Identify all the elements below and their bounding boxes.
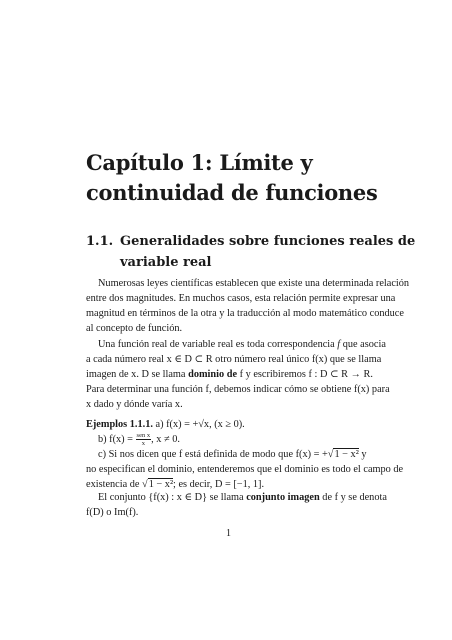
example-c: c) Si nos dicen que f está definida de modo que f(x) = +√1 − x² y (98, 449, 367, 461)
text-span: imagen de x. D se llama (86, 369, 189, 380)
text-span: f y escribiremos f : D ⊂ R → R. (237, 369, 373, 380)
text-span: El conjunto {f(x) : x ∈ D} se llama (98, 492, 247, 503)
text-span: existencia de (86, 479, 143, 491)
text-span: a) f(x) = +√x, (x ≥ 0). (152, 419, 245, 430)
example-b (86, 432, 386, 447)
text-span: que asocia (340, 339, 386, 350)
sqrt-expression: 1 − x² (148, 479, 174, 491)
text-span: de f y se denota (319, 492, 387, 503)
text-span: c) Si nos dicen que f está definida de modo que f(x) = + (98, 449, 328, 461)
text-span: b) f(x) = (98, 434, 136, 445)
fraction-numerator: sen x (136, 432, 151, 440)
paragraph-line: no especifican el dominio, entenderemos que el dominio es todo el campo de (86, 464, 404, 476)
paragraph-line (86, 490, 386, 505)
text-span: Una función real de variable real es toda correspondencia (98, 339, 338, 350)
fraction (136, 432, 152, 447)
paragraph-line: f(D) o Im(f). (86, 507, 139, 518)
paragraph-line (86, 367, 386, 382)
section-number: 1.1. (86, 234, 114, 249)
paragraph-line: existencia de √1 − x²; es decir, D = [−1, 1]. (86, 479, 265, 491)
chapter-title (86, 148, 416, 208)
examples-block (86, 417, 404, 492)
fraction-denominator: x (141, 440, 145, 448)
paragraph-image-set (86, 490, 386, 520)
term-dominio: dominio de (188, 369, 238, 380)
section-title (120, 231, 416, 273)
term-conjunto-imagen: conjunto imagen (246, 492, 320, 503)
section-title-line-1: Generalidades sobre funciones reales de (120, 234, 416, 249)
text-span: , x ≠ 0. (151, 434, 180, 445)
text-span: ; es decir, D = [−1, 1]. (173, 479, 265, 491)
paragraph-line: a cada número real x ∈ D ⊂ R otro número real único f(x) que se llama (86, 354, 382, 365)
section-title-line-2: variable real (120, 255, 212, 270)
paragraph-line: Numerosas leyes científicas establecen que existe una determinada relación (98, 278, 410, 289)
chapter-title-line-1: Capítulo 1: Límite y (86, 150, 313, 175)
text-span: y (358, 449, 367, 461)
paragraph-line (86, 337, 386, 352)
paragraph-definition (86, 337, 390, 412)
page-number: 1 (226, 528, 231, 539)
examples-label: Ejemplos 1.1.1. (86, 419, 153, 430)
paragraph-intro (86, 276, 410, 336)
paragraph-line: magnitud en términos de la otra y la traducción al modo matemático conduce (86, 308, 404, 319)
paragraph-line: al concepto de función. (86, 323, 183, 334)
paragraph-line: x dado y dónde varía x. (86, 399, 183, 410)
chapter-title-line-2: continuidad de funciones (86, 180, 378, 205)
example-a (86, 417, 386, 432)
math-f: f (337, 339, 341, 350)
paragraph-line: Para determinar una función f, debemos indicar cómo se obtiene f(x) para (86, 384, 390, 395)
sqrt-expression: 1 − x² (334, 449, 359, 461)
paragraph-line: entre dos magnitudes. En muchos casos, esta relación permite expresar una (86, 293, 396, 304)
